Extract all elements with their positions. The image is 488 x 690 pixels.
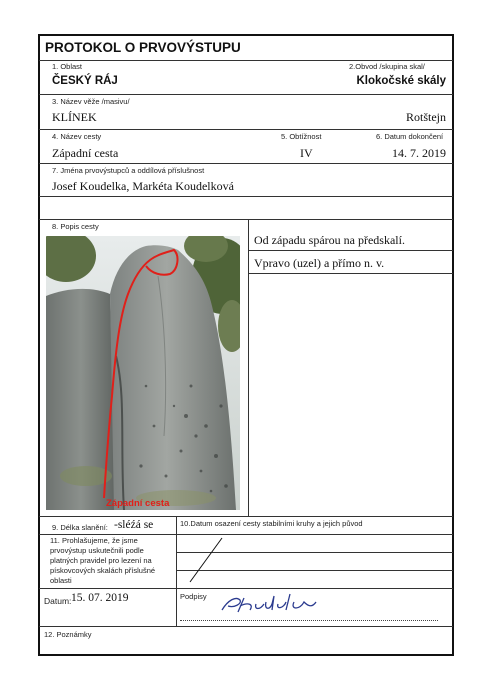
- divider: [39, 588, 453, 589]
- obtiznost-label: 5. Obtížnost: [281, 132, 322, 141]
- divider: [39, 60, 453, 61]
- prvovystupci-label: 7. Jména prvovýstupců a oddílová příslušnost: [52, 166, 205, 175]
- obtiznost-value: IV: [300, 146, 313, 160]
- divider: [39, 534, 453, 535]
- popis-line-1: Od západu spárou na předskalí.: [254, 233, 405, 247]
- route-label: Západní cesta: [106, 498, 170, 509]
- cesta-label: 4. Název cesty: [52, 132, 102, 141]
- signature-image: [214, 590, 324, 618]
- poznamky-label: 12. Poznámky: [44, 630, 92, 639]
- prohlaseni-text: 11. Prohlašujeme, že jsme prvovýstup uskutečnili podle platných pravidel pro lezení na pískovcových skalách příslušné oblasti: [50, 536, 156, 585]
- route-photo: [46, 236, 240, 510]
- oblast-label: 1. Oblast: [52, 62, 83, 71]
- divider: [39, 163, 453, 164]
- oblast-value: ČESKÝ RÁJ: [52, 75, 118, 87]
- divider: [39, 94, 453, 95]
- datum-value: 15. 07. 2019: [71, 592, 129, 604]
- cesta-value: Západní cesta: [52, 146, 119, 160]
- vez-extra: Rotštejn: [405, 110, 446, 124]
- datum-label: Datum:: [44, 596, 72, 606]
- datum-dokonceni-value: 14. 7. 2019: [392, 146, 446, 160]
- divider: [248, 250, 453, 251]
- vez-value: KLÍNEK: [52, 110, 97, 124]
- signature-line: [180, 620, 438, 621]
- vez-label: 3. Název věže /masivu/: [52, 97, 130, 106]
- divider: [39, 626, 453, 627]
- strike-line: [176, 534, 236, 588]
- divider: [39, 129, 453, 130]
- obvod-label: 2.Obvod /skupina skal/: [349, 62, 425, 71]
- divider: [39, 516, 453, 517]
- divider: [176, 588, 177, 626]
- delka-slaneni-value: -sléźá se: [114, 519, 154, 531]
- divider: [248, 220, 249, 516]
- divider: [39, 196, 453, 197]
- popis-label: 8. Popis cesty: [52, 222, 99, 231]
- obvod-value: Klokočské skály: [356, 75, 446, 87]
- datum-dokonceni-label: 6. Datum dokončení: [376, 132, 444, 141]
- prvovystupci-value: Josef Koudelka, Markéta Koudelková: [52, 179, 234, 193]
- divider: [39, 219, 453, 220]
- delka-slaneni-label: 9. Délka slanění:: [52, 523, 108, 532]
- form-title: PROTOKOL O PRVOVÝSTUPU: [45, 40, 241, 55]
- popis-line-2: Vpravo (uzel) a přímo n. v.: [254, 256, 385, 270]
- podpisy-label: Podpisy: [180, 592, 207, 601]
- divider: [248, 273, 453, 274]
- osazeni-label: 10.Datum osazení cesty stabilními kruhy a jejich původ: [180, 519, 363, 528]
